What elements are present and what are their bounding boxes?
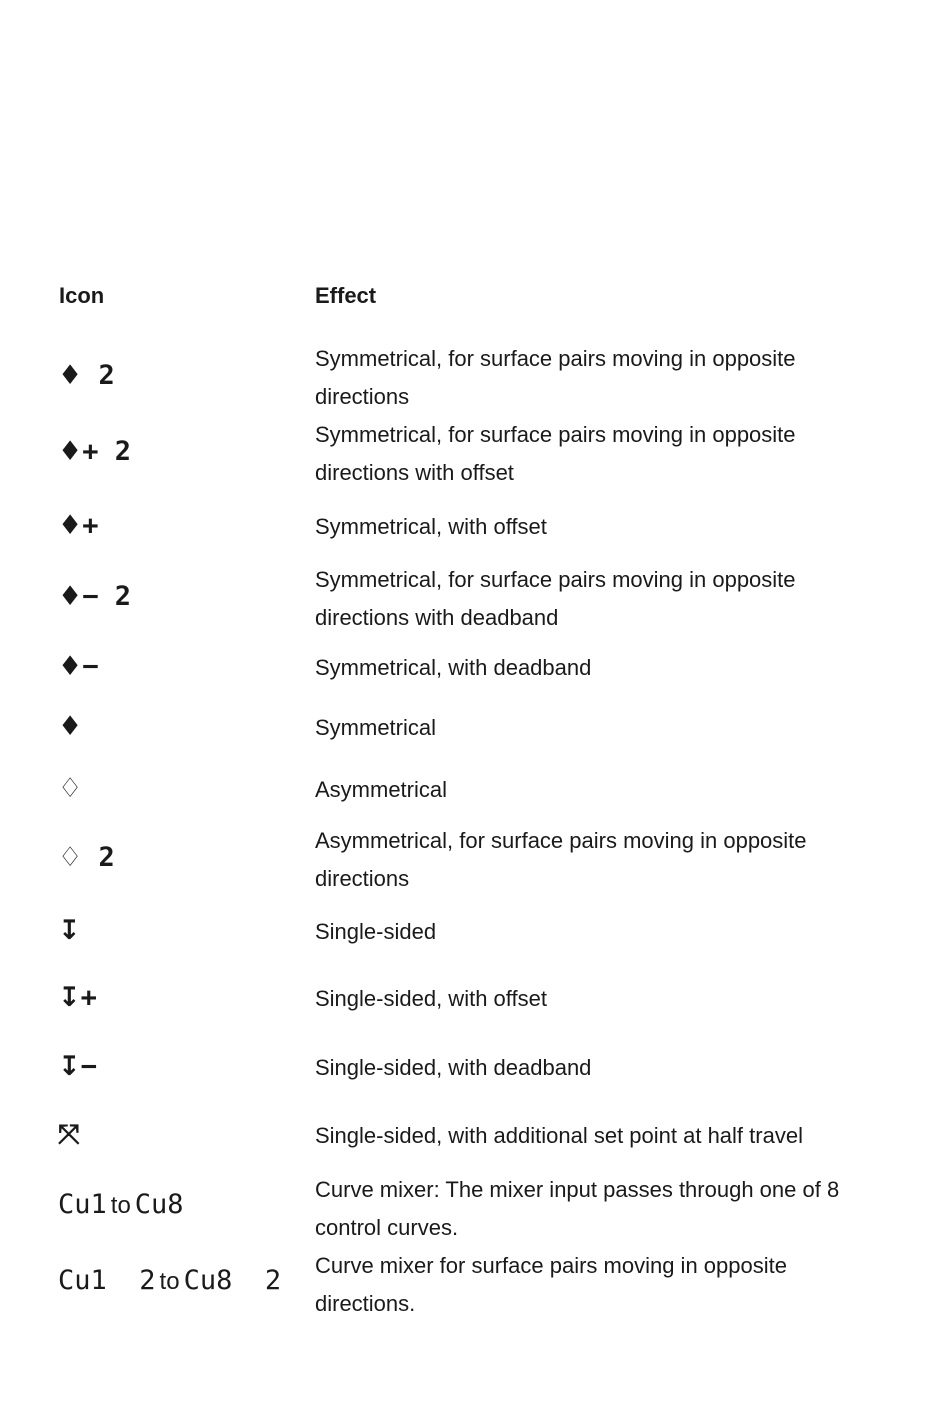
mixer-icon-asymmetrical-pair bbox=[58, 844, 115, 871]
icon-suffix: + 2 bbox=[82, 436, 131, 467]
effect-line: Curve mixer for surface pairs moving in opposite bbox=[315, 1253, 787, 1278]
effect-line: Asymmetrical, for surface pairs moving in opposite bbox=[315, 828, 807, 853]
effect-description bbox=[315, 508, 905, 546]
effect-line: directions. bbox=[315, 1291, 416, 1316]
asymmetrical-icon: ♢ bbox=[58, 773, 83, 804]
symmetrical-icon: ♦ bbox=[58, 581, 83, 612]
effect-description bbox=[315, 709, 905, 747]
effect-line: Symmetrical, for surface pairs moving in opposite bbox=[315, 346, 796, 371]
curve-from-label: Cu1 2 bbox=[58, 1265, 156, 1296]
mixer-icon-single-sided-half-travel bbox=[58, 1121, 80, 1148]
mixer-icon-single-sided-offset bbox=[58, 984, 97, 1011]
mixer-icon-symmetrical-pair-offset bbox=[58, 438, 131, 465]
effect-description bbox=[315, 1171, 905, 1247]
asymmetrical-icon: ♢ bbox=[58, 842, 83, 873]
effect-line: Asymmetrical bbox=[315, 777, 448, 802]
effect-description bbox=[315, 1049, 905, 1087]
effect-description bbox=[315, 561, 905, 637]
single-sided-icon: ↧ bbox=[58, 982, 81, 1013]
range-to-word: to bbox=[159, 1268, 180, 1295]
symmetrical-icon: ♦ bbox=[58, 436, 83, 467]
curve-mixer-icon-range bbox=[58, 1191, 184, 1218]
mixer-icon-symmetrical-pair bbox=[58, 362, 115, 389]
icon-suffix: 2 bbox=[82, 842, 115, 873]
mixer-icon-symmetrical-deadband bbox=[58, 653, 98, 680]
curve-from-label: Cu1 bbox=[58, 1189, 107, 1220]
icon-suffix: − 2 bbox=[82, 581, 131, 612]
icon-suffix: 2 bbox=[82, 360, 115, 391]
range-to-word: to bbox=[110, 1192, 131, 1219]
effect-line: Symmetrical, with offset bbox=[315, 514, 547, 539]
icon-suffix: − bbox=[82, 651, 99, 682]
effect-line: Symmetrical bbox=[315, 715, 437, 740]
icon-suffix: + bbox=[80, 982, 97, 1013]
effect-line: directions bbox=[315, 384, 410, 409]
effect-line: Symmetrical, with deadband bbox=[315, 655, 592, 680]
symmetrical-icon: ♦ bbox=[58, 360, 83, 391]
mixer-icon-asymmetrical bbox=[58, 775, 82, 802]
column-header-effect: Effect bbox=[315, 283, 377, 308]
curve-to-label: Cu8 bbox=[134, 1189, 184, 1220]
mixer-icon-single-sided-deadband bbox=[58, 1053, 97, 1080]
effect-line: Single-sided, with additional set point at half travel bbox=[315, 1123, 803, 1148]
effect-line: directions with deadband bbox=[315, 605, 559, 630]
effect-description bbox=[315, 980, 905, 1018]
curve-to-label: Cu8 2 bbox=[183, 1265, 282, 1296]
icon-suffix: − bbox=[80, 1051, 97, 1082]
effect-description bbox=[315, 340, 905, 416]
effect-description bbox=[315, 649, 905, 687]
symmetrical-icon: ♦ bbox=[58, 711, 83, 742]
column-header-icon: Icon bbox=[59, 283, 105, 308]
effect-line: Symmetrical, for surface pairs moving in opposite bbox=[315, 422, 796, 447]
effect-description bbox=[315, 771, 905, 809]
symmetrical-icon: ♦ bbox=[58, 651, 83, 682]
effect-line: directions with offset bbox=[315, 460, 514, 485]
effect-description bbox=[315, 822, 905, 898]
icon-suffix: + bbox=[82, 510, 99, 541]
curve-mixer-pair-icon-range bbox=[58, 1267, 281, 1294]
effect-description bbox=[315, 913, 905, 951]
effect-line: Single-sided bbox=[315, 919, 437, 944]
effect-line: control curves. bbox=[315, 1215, 459, 1240]
mixer-icon-symmetrical bbox=[58, 713, 82, 740]
single-sided-icon: ↧ bbox=[58, 1051, 81, 1082]
symmetrical-icon: ♦ bbox=[58, 510, 83, 541]
effect-line: Single-sided, with deadband bbox=[315, 1055, 592, 1080]
effect-description bbox=[315, 1247, 905, 1323]
effect-description bbox=[315, 416, 905, 492]
single-sided-icon: ↧ bbox=[58, 915, 81, 946]
effect-line: Symmetrical, for surface pairs moving in opposite bbox=[315, 567, 796, 592]
mixer-icon-symmetrical-pair-deadband bbox=[58, 583, 131, 610]
mixer-icon-symmetrical-offset bbox=[58, 512, 98, 539]
effect-line: Single-sided, with offset bbox=[315, 986, 547, 1011]
effect-line: Curve mixer: The mixer input passes through one of 8 bbox=[315, 1177, 840, 1202]
single-sided-half-travel-icon: ⤧ bbox=[58, 1119, 80, 1150]
effect-line: directions bbox=[315, 866, 410, 891]
mixer-icon-single-sided bbox=[58, 917, 81, 944]
effect-description bbox=[315, 1117, 905, 1155]
